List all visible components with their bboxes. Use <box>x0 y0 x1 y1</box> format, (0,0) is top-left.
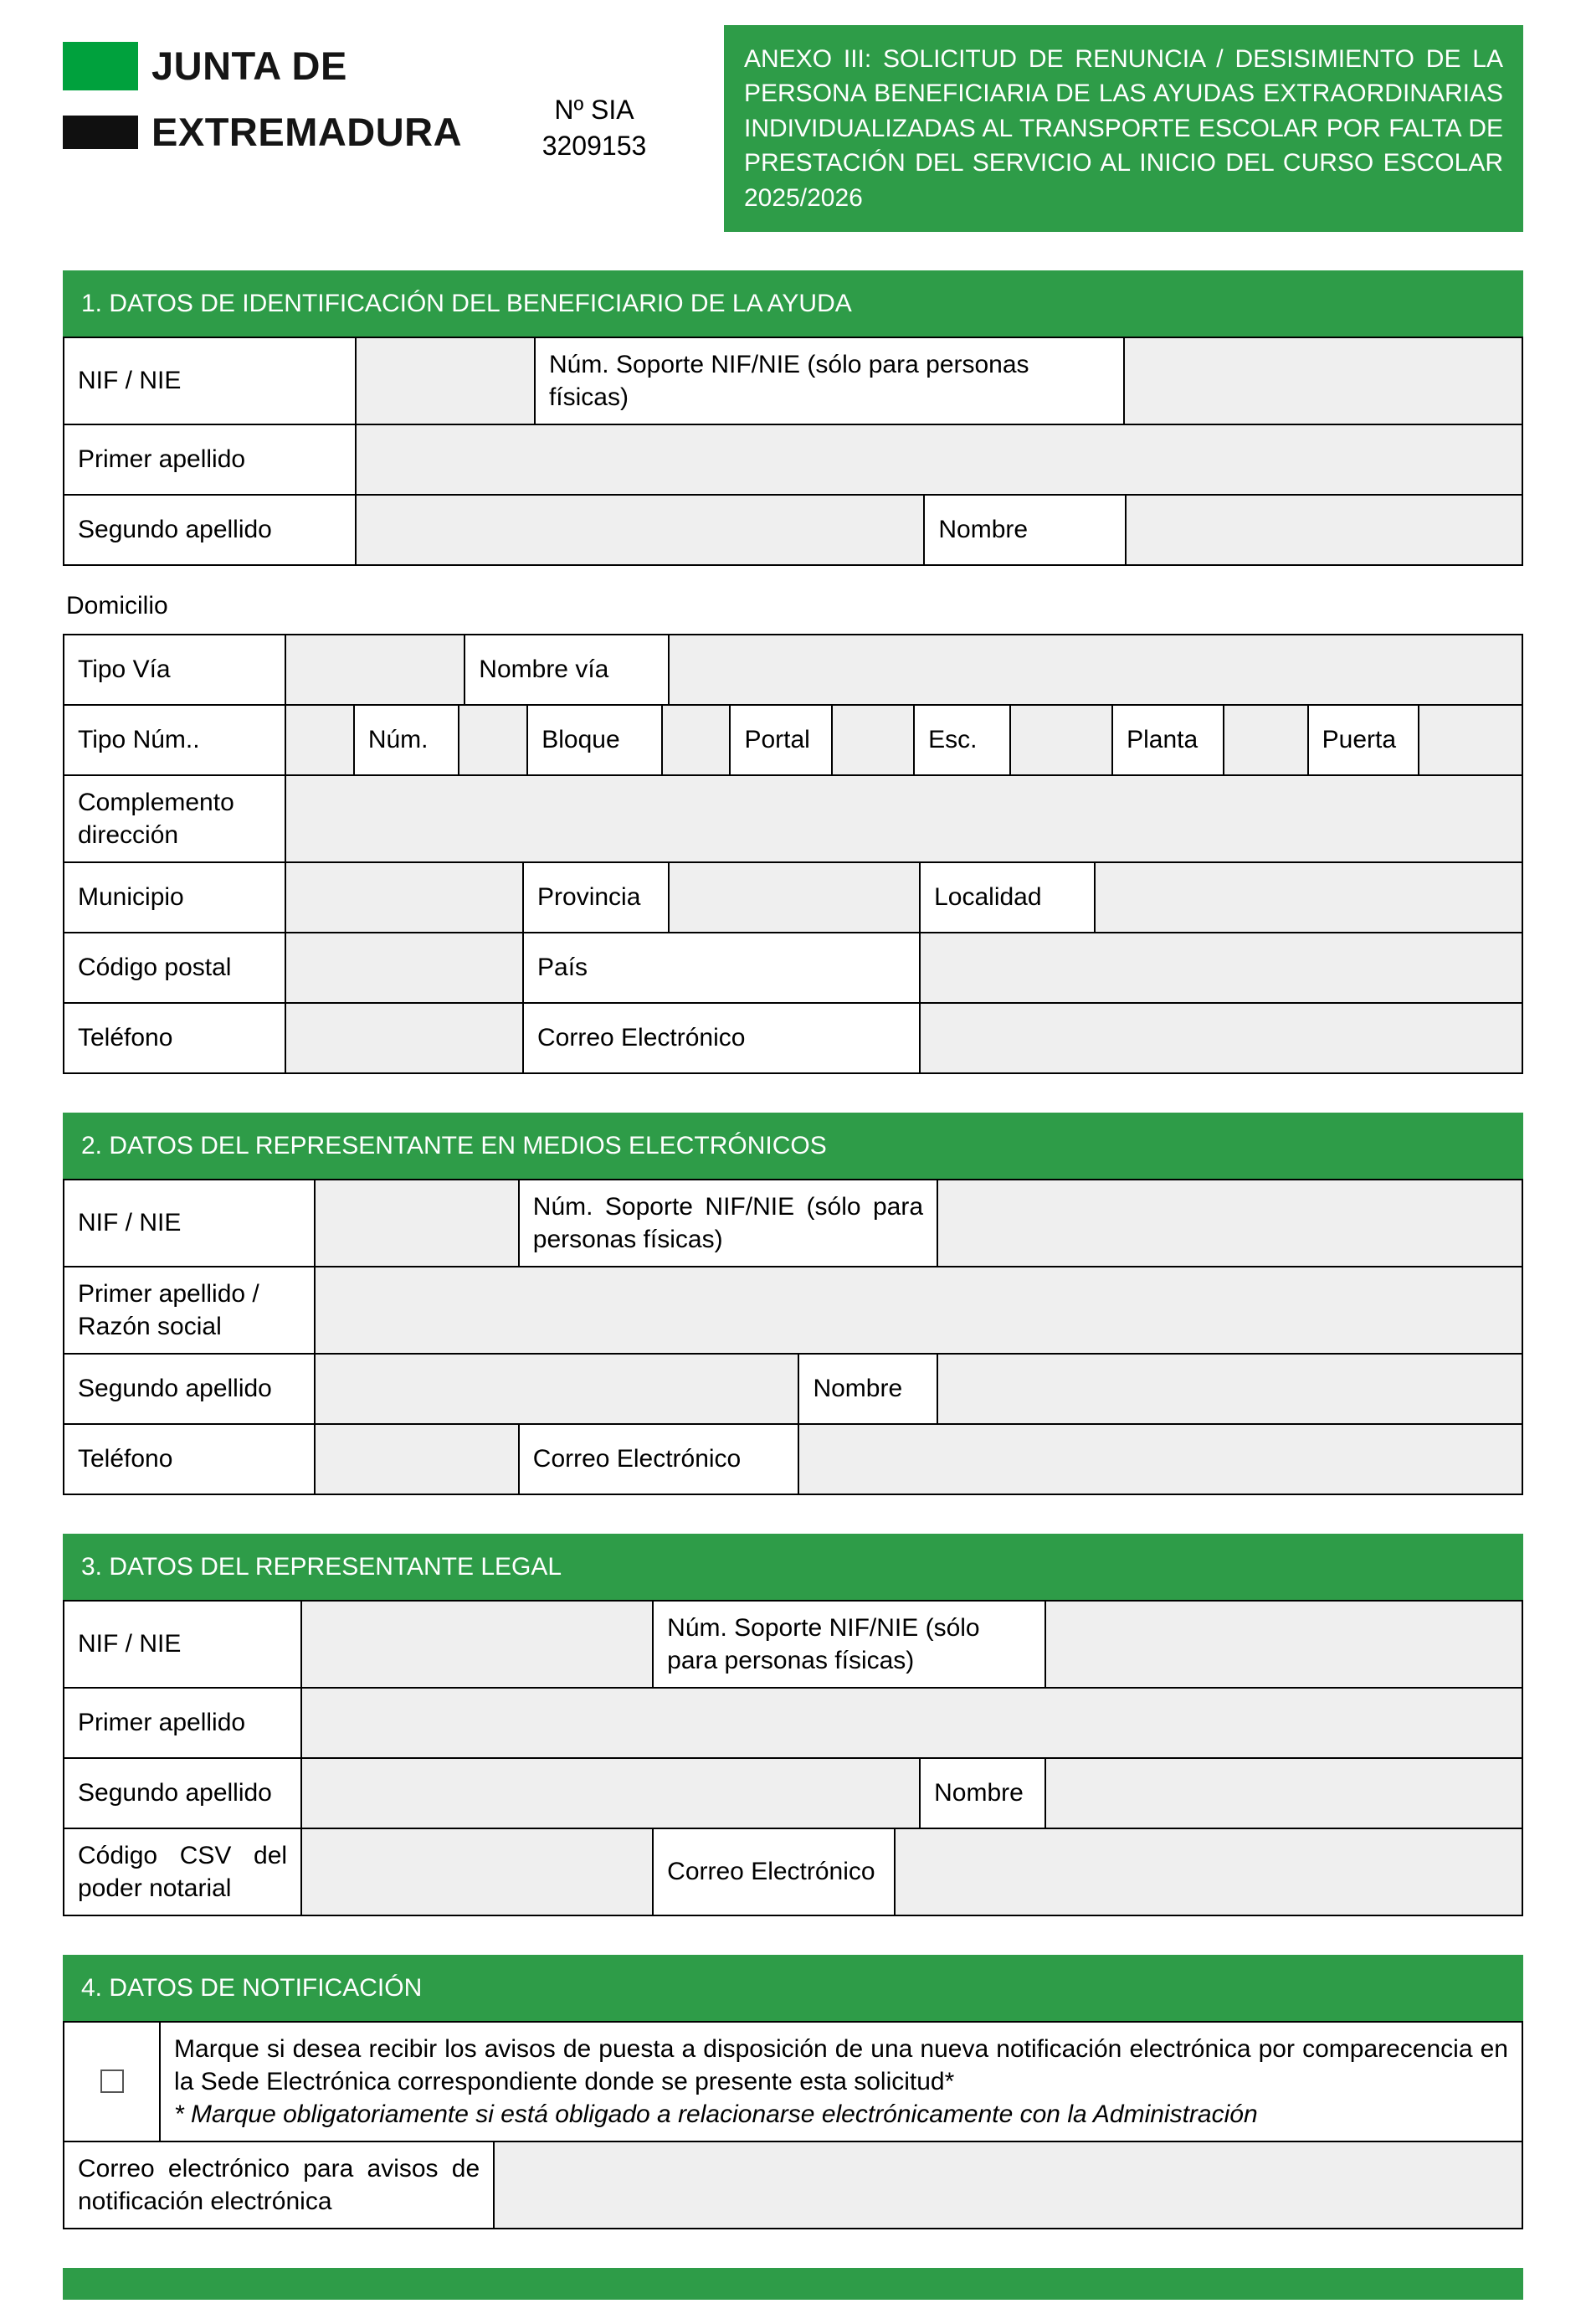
table-row <box>64 2142 1523 2229</box>
table-row <box>64 1425 1523 1495</box>
s3-csv-input[interactable] <box>302 1829 654 1916</box>
logo-black-block <box>63 116 138 149</box>
s2-nombre-input[interactable] <box>938 1355 1523 1425</box>
s3-segundo-apellido-label <box>64 1759 302 1829</box>
cell-text: Primer apellido <box>78 445 246 474</box>
s1-localidad-label <box>921 863 1096 933</box>
s3-correo-label <box>654 1829 896 1916</box>
cell-text: Núm. Soporte NIF/NIE (sólo para personas físicas) <box>532 1192 924 1253</box>
s1-esc-input[interactable] <box>1011 706 1113 776</box>
annex-title-box: ANEXO III: SOLICITUD DE RENUNCIA / DESISIMIENTO DE LA PERSONA BENEFICIARIA DE LAS AYUDAS EXTRAORDINARIAS INDIVIDUALIZADAS AL TRANSPORTE ESCOLAR POR FALTA DE PRESTACIÓN DEL SERVICIO AL INICIO DEL CURSO ESCOLAR 2025/2026 <box>724 25 1523 232</box>
s4-notice-cell <box>161 2023 1523 2142</box>
s3-csv-label <box>64 1829 302 1916</box>
s1-provincia-input[interactable] <box>670 863 921 933</box>
s1-tipo-num-label <box>64 706 286 776</box>
s4-correo-avisos-label <box>64 2142 495 2229</box>
s1-puerta-label <box>1309 706 1419 776</box>
cell-text: País <box>537 954 588 982</box>
s3-correo-input[interactable] <box>896 1829 1523 1916</box>
s3-nombre-label <box>921 1759 1046 1829</box>
s1-municipio-label <box>64 863 286 933</box>
table-row <box>64 635 1523 706</box>
cell-text: Nombre <box>813 1375 903 1403</box>
s1-provincia-label <box>524 863 670 933</box>
s1-soporte-input[interactable] <box>1125 338 1523 425</box>
sia-value: 3209153 <box>541 131 647 162</box>
s1-complemento-label <box>64 776 286 863</box>
s2-telefono-label <box>64 1425 316 1495</box>
s3-primer-apellido-label <box>64 1689 302 1759</box>
s1-portal-input[interactable] <box>833 706 915 776</box>
table-row <box>64 1689 1523 1759</box>
s2-telefono-input[interactable] <box>316 1425 520 1495</box>
s1-municipio-input[interactable] <box>286 863 524 933</box>
section3-header: 3. DATOS DEL REPRESENTANTE LEGAL <box>63 1534 1523 1600</box>
s1-pais-input[interactable] <box>921 933 1523 1004</box>
cell-text: Segundo apellido <box>78 1375 272 1403</box>
s1-bloque-label <box>528 706 662 776</box>
logo-text-extremadura: EXTREMADURA <box>151 110 463 155</box>
s3-segundo-apellido-input[interactable] <box>302 1759 921 1829</box>
s2-segundo-apellido-label <box>64 1355 316 1425</box>
s1-nombre-via-input[interactable] <box>670 635 1523 706</box>
cell-text: NIF / NIE <box>78 1209 182 1237</box>
s1-bloque-input[interactable] <box>663 706 731 776</box>
cell-text: Correo Electrónico <box>667 1858 875 1886</box>
cell-text: Complemento dirección <box>78 788 234 849</box>
table-row <box>64 496 1523 566</box>
s2-nif-label <box>64 1180 316 1267</box>
notification-checkbox[interactable] <box>100 2069 124 2093</box>
s1-primer-apellido-label <box>64 425 357 496</box>
s1-tipo-via-input[interactable] <box>286 635 465 706</box>
s3-primer-apellido-input[interactable] <box>302 1689 1523 1759</box>
table-row <box>64 338 1523 425</box>
table-row <box>64 933 1523 1004</box>
s1-tipo-num-input[interactable] <box>286 706 355 776</box>
cell-text: Provincia <box>537 883 641 912</box>
s1-complemento-input[interactable] <box>286 776 1523 863</box>
table-row <box>64 1004 1523 1074</box>
s2-soporte-label <box>520 1180 938 1267</box>
sia-label: Nº SIA <box>554 95 634 126</box>
cell-text: Municipio <box>78 883 184 912</box>
s2-nif-input[interactable] <box>316 1180 520 1267</box>
s1-portal-label <box>731 706 833 776</box>
cell-text: Correo Electrónico <box>537 1024 746 1052</box>
cell-text: Correo Electrónico <box>532 1445 742 1473</box>
cell-text: Segundo apellido <box>78 516 272 544</box>
s1-correo-label <box>524 1004 921 1074</box>
cell-text: Código CSV del poder notarial <box>78 1841 288 1902</box>
s3-soporte-label <box>654 1602 1046 1689</box>
s1-planta-label <box>1113 706 1224 776</box>
table-row <box>64 863 1523 933</box>
cell-text: Primer apellido / Razón social <box>78 1279 259 1340</box>
s2-primer-apellido-input[interactable] <box>316 1267 1523 1355</box>
s3-nif-label <box>64 1602 302 1689</box>
cell-text: Planta <box>1127 726 1198 754</box>
logo-text-junta: JUNTA DE <box>151 44 347 88</box>
table-row <box>64 1355 1523 1425</box>
s1-num-input[interactable] <box>459 706 528 776</box>
s1-soporte-label <box>536 338 1125 425</box>
cell-text: Esc. <box>928 726 978 754</box>
sia-number-box <box>465 92 724 164</box>
cell-text: Núm. Soporte NIF/NIE (sólo para personas físicas) <box>548 350 1029 411</box>
domicilio-label: Domicilio <box>66 591 168 620</box>
s1-nombre-via-label <box>465 635 670 706</box>
s1-puerta-input[interactable] <box>1419 706 1523 776</box>
cell-text: Bloque <box>541 726 620 754</box>
section1-address-table <box>63 634 1523 1074</box>
s1-planta-input[interactable] <box>1224 706 1309 776</box>
s4-checkbox-cell <box>64 2023 161 2142</box>
cell-text: NIF / NIE <box>78 1630 182 1658</box>
s1-tipo-via-label <box>64 635 286 706</box>
s3-nombre-input[interactable] <box>1046 1759 1523 1829</box>
cell-text: Localidad <box>934 883 1042 912</box>
table-row <box>64 706 1523 776</box>
cell-text: Puerta <box>1322 726 1397 754</box>
s1-nif-input[interactable] <box>357 338 536 425</box>
s2-segundo-apellido-input[interactable] <box>316 1355 800 1425</box>
section1-header: 1. DATOS DE IDENTIFICACIÓN DEL BENEFICIARIO DE LA AYUDA <box>63 270 1523 337</box>
s1-pais-label <box>524 933 921 1004</box>
table-row <box>64 425 1523 496</box>
cell-text: Nombre <box>938 516 1029 544</box>
table-row <box>64 1759 1523 1829</box>
logo-row-junta <box>63 40 465 91</box>
s3-soporte-input[interactable] <box>1046 1602 1523 1689</box>
section1-identification-table <box>63 337 1523 566</box>
s1-codigo-postal-input[interactable] <box>286 933 524 1004</box>
cell-text: Correo electrónico para avisos de notificación electrónica <box>78 2154 480 2215</box>
s4-correo-avisos-input[interactable] <box>495 2142 1523 2229</box>
cell-text: Segundo apellido <box>78 1779 272 1807</box>
cell-text: Tipo Núm.. <box>78 726 200 754</box>
s3-nif-input[interactable] <box>302 1602 654 1689</box>
s1-codigo-postal-label <box>64 933 286 1004</box>
notification-notice-text: Marque si desea recibir los avisos de puesta a disposición de una nueva notificación electrónica por comparecencia en la Sede Electrónica correspondiente donde se presente esta solicitud* <box>174 2034 1508 2095</box>
cell-text: NIF / NIE <box>78 367 182 395</box>
cell-text: Teléfono <box>78 1445 173 1473</box>
s1-segundo-apellido-label <box>64 496 357 566</box>
cell-text: Núm. <box>367 726 429 754</box>
section3-legal-representative-table <box>63 1600 1523 1916</box>
logo-row-extremadura <box>63 106 465 157</box>
section2-header: 2. DATOS DEL REPRESENTANTE EN MEDIOS ELECTRÓNICOS <box>63 1113 1523 1179</box>
table-row <box>64 1829 1523 1916</box>
next-section-bar-partial <box>63 2268 1523 2300</box>
s2-soporte-input[interactable] <box>938 1180 1523 1267</box>
section4-notification-table <box>63 2021 1523 2229</box>
junta-extremadura-logo <box>63 25 465 172</box>
page-header <box>63 25 1523 232</box>
s2-primer-apellido-label <box>64 1267 316 1355</box>
s2-correo-input[interactable] <box>799 1425 1523 1495</box>
s1-esc-label <box>915 706 1011 776</box>
s1-localidad-input[interactable] <box>1096 863 1523 933</box>
s1-telefono-input[interactable] <box>286 1004 524 1074</box>
s2-nombre-label <box>799 1355 938 1425</box>
section4-header: 4. DATOS DE NOTIFICACIÓN <box>63 1955 1523 2021</box>
cell-text: Nombre vía <box>479 656 609 684</box>
section2-representative-table <box>63 1179 1523 1495</box>
s1-nombre-label <box>925 496 1127 566</box>
table-row <box>64 1180 1523 1267</box>
s1-correo-input[interactable] <box>921 1004 1523 1074</box>
notification-notice-note: * Marque obligatoriamente si está obligado a relacionarse electrónicamente con la Administración <box>174 2100 1258 2128</box>
table-row <box>64 1267 1523 1355</box>
cell-text: Tipo Vía <box>78 656 171 684</box>
table-row <box>64 776 1523 863</box>
s1-nif-label <box>64 338 357 425</box>
s1-telefono-label <box>64 1004 286 1074</box>
cell-text: Primer apellido <box>78 1709 246 1737</box>
s1-segundo-apellido-input[interactable] <box>357 496 926 566</box>
cell-text: Nombre <box>934 1779 1024 1807</box>
cell-text: Teléfono <box>78 1024 173 1052</box>
s1-nombre-input[interactable] <box>1127 496 1523 566</box>
cell-text: Portal <box>744 726 810 754</box>
table-row <box>64 2023 1523 2142</box>
s1-num-label <box>355 706 459 776</box>
logo-green-block <box>63 42 138 90</box>
table-row <box>64 1602 1523 1689</box>
cell-text: Código postal <box>78 954 232 982</box>
s2-correo-label <box>520 1425 800 1495</box>
cell-text: Núm. Soporte NIF/NIE (sólo para personas físicas) <box>667 1613 980 1674</box>
s1-primer-apellido-input[interactable] <box>357 425 1523 496</box>
